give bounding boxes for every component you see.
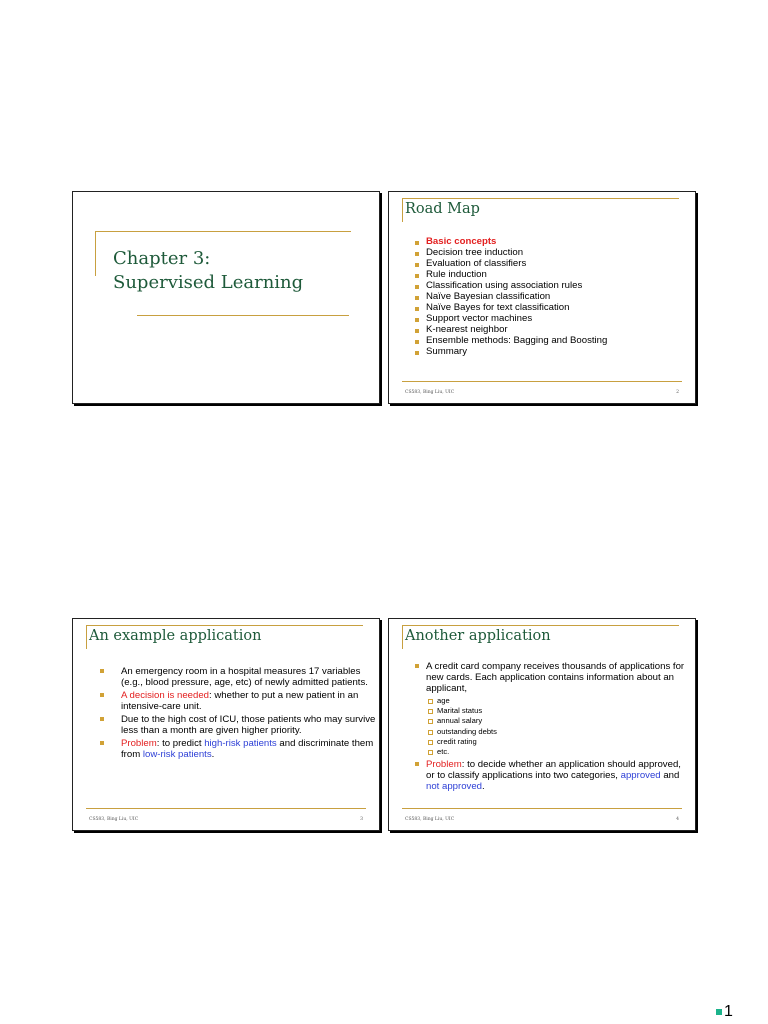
bullet-icon — [415, 318, 419, 322]
list-item: Basic concepts — [415, 236, 607, 247]
list-item: Problem: to predict high-risk patients and discriminate them from low-risk patients. — [110, 738, 380, 760]
sub-list — [426, 696, 685, 757]
list-item: Rule induction — [415, 269, 607, 280]
title-frame-line — [402, 625, 679, 626]
bullet-list — [110, 666, 380, 762]
bullet-icon — [100, 741, 104, 745]
slide-heading: Another application — [405, 628, 551, 644]
title-frame-line — [86, 625, 87, 649]
slide-another-application — [388, 618, 696, 831]
bullet-icon — [415, 664, 419, 668]
title-frame-line — [402, 198, 403, 222]
sub-list-item: outstanding debts — [426, 727, 685, 737]
footer-rule — [86, 808, 366, 809]
sub-bullet-icon — [428, 709, 433, 714]
list-item: A decision is needed: whether to put a new patient in an intensive-care unit. — [110, 690, 380, 712]
page-number-marker — [716, 1004, 733, 1020]
bullet-icon — [415, 307, 419, 311]
chapter-title-line1: Chapter 3: — [113, 248, 211, 269]
footer-rule — [402, 381, 682, 382]
slide-footer: CS583, Bing Liu, UIC — [89, 817, 139, 822]
bullet-icon — [100, 693, 104, 697]
sub-list-item: Marital status — [426, 706, 685, 716]
title-frame-line — [402, 625, 403, 649]
bullet-list — [415, 661, 685, 794]
list-item: Summary — [415, 346, 607, 357]
bullet-icon — [415, 351, 419, 355]
slide-road-map — [388, 191, 696, 404]
slide-footer: CS583, Bing Liu, UIC — [405, 817, 455, 822]
bullet-icon — [415, 762, 419, 766]
list-item: Naïve Bayesian classification — [415, 291, 607, 302]
sub-bullet-icon — [428, 750, 433, 755]
bullet-icon — [415, 241, 419, 245]
sub-list-item: credit rating — [426, 737, 685, 747]
title-underline — [137, 315, 349, 316]
list-item: Ensemble methods: Bagging and Boosting — [415, 335, 607, 346]
sub-list-item: annual salary — [426, 716, 685, 726]
slide-number: 2 — [676, 390, 679, 395]
bullet-icon — [415, 274, 419, 278]
slide-number: 4 — [676, 817, 679, 822]
slide-title-chapter — [72, 191, 380, 404]
list-item: Evaluation of classifiers — [415, 258, 607, 269]
title-frame-line — [86, 625, 363, 626]
sub-list-item: age — [426, 696, 685, 706]
sub-bullet-icon — [428, 740, 433, 745]
road-map-list — [415, 236, 607, 357]
chapter-title-line2: Supervised Learning — [113, 272, 304, 293]
list-item: Naïve Bayes for text classification — [415, 302, 607, 313]
sub-bullet-icon — [428, 719, 433, 724]
bullet-icon — [415, 285, 419, 289]
slide-example-application — [72, 618, 380, 831]
square-icon — [716, 1009, 722, 1015]
sub-list-item: etc. — [426, 747, 685, 757]
slide-number: 3 — [360, 817, 363, 822]
bullet-icon — [100, 669, 104, 673]
slide-heading: Road Map — [405, 201, 480, 217]
title-frame-line — [402, 198, 679, 199]
chapter-title — [113, 247, 303, 295]
footer-rule — [402, 808, 682, 809]
title-frame-line — [95, 231, 351, 232]
title-frame-line — [95, 231, 96, 276]
list-item: Decision tree induction — [415, 247, 607, 258]
list-item: An emergency room in a hospital measures 17 variables (e.g., blood pressure, age, etc) of newly admitted patients. — [110, 666, 380, 688]
list-item: A credit card company receives thousands of applications for new cards. Each application contains information about an applicant, age Marital status annual salary outstanding debts credit rating etc. — [415, 661, 685, 757]
sub-bullet-icon — [428, 699, 433, 704]
list-item: K-nearest neighbor — [415, 324, 607, 335]
page-number: 1 — [724, 1003, 733, 1020]
bullet-icon — [415, 252, 419, 256]
bullet-icon — [100, 717, 104, 721]
list-item: Support vector machines — [415, 313, 607, 324]
bullet-icon — [415, 296, 419, 300]
slide-footer: CS583, Bing Liu, UIC — [405, 390, 455, 395]
list-item: Problem: to decide whether an application should approved, or to classify applications into two categories, approved and not approved. — [415, 759, 685, 792]
bullet-icon — [415, 263, 419, 267]
slide-heading: An example application — [89, 628, 262, 644]
bullet-icon — [415, 329, 419, 333]
list-item: Due to the high cost of ICU, those patients who may survive less than a month are given higher priority. — [110, 714, 380, 736]
sub-bullet-icon — [428, 730, 433, 735]
list-item: Classification using association rules — [415, 280, 607, 291]
bullet-icon — [415, 340, 419, 344]
